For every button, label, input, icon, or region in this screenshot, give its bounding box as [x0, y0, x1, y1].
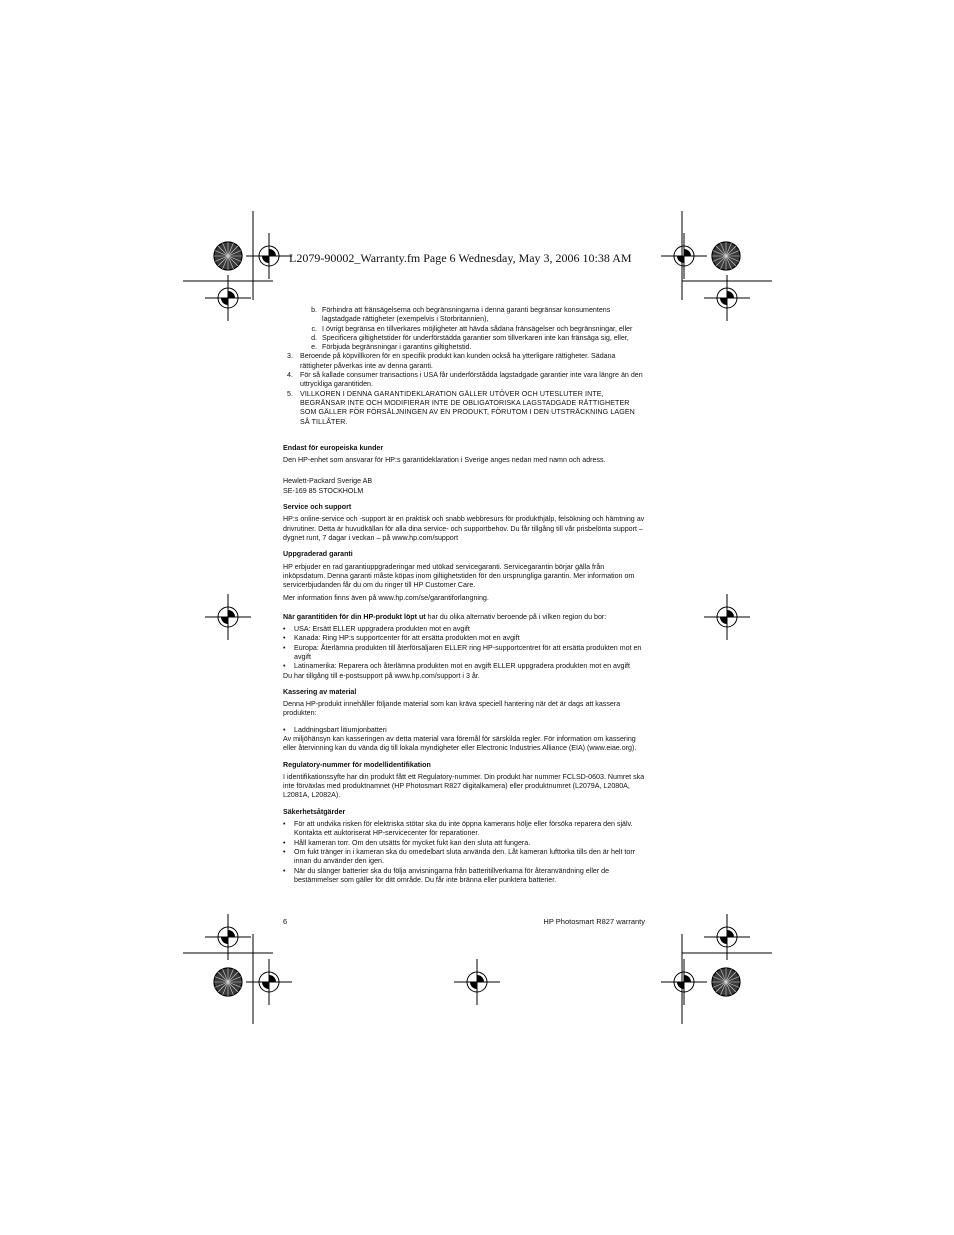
list-item: • Europa: Återlämna produkten till återförsäljaren ELLER ring HP-supportcentret för att ersätta produkten mot en avgift: [283, 643, 642, 661]
list-item: c. I övrigt begränsa en tillverkares möjligheter att hävda sådana fränsägelser och begränsningar, eller: [311, 324, 633, 333]
disposal-after: Av miljöhänsyn kan kasseringen av detta material vara föremål för särskilda regler. För information om kassering eller återvinning kan du vända dig till lokala myndigheter eller Electronic Industries Alliance (EIA) (www.eiae.org).: [283, 734, 637, 753]
file-header: L2079-90002_Warranty.fm Page 6 Wednesday, May 3, 2006 10:38 AM: [289, 251, 632, 265]
list-item: b. Förhindra att fränsägelsema och begränsningarna i denna garanti begränsar konsumentens lagstadgade rättigheter (exempelvis i Storbritannien),: [311, 306, 611, 324]
section-heading-upgrade: Uppgraderad garanti: [283, 550, 353, 559]
list-item: • Kanada: Ring HP:s supportcenter för att ersätta produkten mot en avgift: [283, 634, 520, 643]
list-item: • För att undvika risken för elektriska stötar ska du inte öppna kamerans hölje eller försöka reparera den själv. Kontakta ett auktoriserat HP-servicecenter för reparationer.: [283, 820, 633, 838]
address-line: Hewlett-Packard Sverige AB: [283, 477, 373, 486]
list-item: • USA: Ersätt ELLER uppgradera produkten mot en avgift: [283, 625, 470, 634]
eu-text: Den HP-enhet som ansvarar för HP:s garantideklaration i Sverige anges nedan med namn och adress.: [283, 456, 606, 465]
service-text: HP:s online-service och -support är en praktisk och snabb webbresurs för produkthjälp, felsökning och hämtning av drivrutiner. Detta är huvudkällan för alla dina service- och supportbehov. Du får tillgång till vår prisbelönta support – dygnet runt, 7 dagar i veckan – på www.hp.com/support: [283, 515, 645, 542]
expired-intro: När garantitiden för din HP-produkt löpt ut har du olika alternativ beroende på i vilken region du bor:: [283, 612, 607, 621]
list-item: 5. VILLKOREN I DENNA GARANTIDEKLARATION GÄLLER UTÖVER OCH UTESLUTER INTE, BEGRÄNSAR INTE OCH MODIFIERAR INTE DE OBLIGATORISKA LAGSTADGADE RÄTTIGHETER SOM GÄLLER FÖR FÖRSÄLJNINGEN AV EN PRODUKT, FÖRUTOM I DEN UTSTRÄCKNING LAGEN SÅ TILLÅTER.: [287, 389, 635, 426]
footer-product: HP Photosmart R827 warranty: [543, 917, 645, 926]
section-heading-regulatory: Regulatory-nummer för modellidentifikation: [283, 760, 431, 769]
list-item: • Latinamerika: Reparera och återlämna produkten mot en avgift ELLER uppgradera produkten mot en avgift: [283, 662, 630, 671]
upgrade-text: HP erbjuder en rad garantiuppgraderingar med utökad servicegaranti. Servicegarantin börjar gälla från inköpsdatum. Denna garanti måste köpas inom giltighetstiden för den ursprungliga garantin. Mer information om servicerbjudanden får du om du ringer till HP Customer Care.: [283, 562, 635, 590]
list-item: • När du slänger batterier ska du följa anvisningarna från batteritillverkarna för återanvändning eller de bestämmelser som gäller för ditt område. Du får inte bränna eller punktera batterier.: [283, 866, 610, 884]
page-number: 6: [283, 917, 288, 926]
upgrade-more: Mer information finns även på www.hp.com/se/garantiforlangning.: [283, 594, 489, 603]
list-item: 3. Beroende på köpvillkoren för en specifik produkt kan kunden också ha ytterligare rättigheter. Sädana rättigheter påverkas inte av denna garanti.: [287, 352, 616, 370]
regulatory-text: I identifikationssyfte har din produkt fått ett Regulatory-nummer. Din produkt har nummer FCLSD-0603. Numret ska inte förväxlas med produktnamnet (HP Photosmart R827 digitalkamera) eller produktnumret (L2079A, L2080A, L2081A, L2082A).: [283, 772, 645, 800]
list-item: e. Förbjuda begränsningar i garantins giltighetstid.: [311, 343, 472, 352]
list-item: • Håll kameran torr. Om den utsätts för mycket fukt kan den sluta att fungera.: [283, 838, 531, 847]
section-heading-eu: Endast för europeiska kunder: [283, 443, 384, 452]
list-item: 4. För så kallade consumer transactions i USA får underförstådda lagstadgade garantier inte vara längre än den uttryckliga garantitiden.: [287, 371, 643, 389]
section-heading-disposal: Kassering av material: [283, 687, 357, 696]
section-heading-safety: Säkerhetsåtgärder: [283, 807, 346, 816]
list-item: • Laddningsbart litiumjonbatteri: [283, 725, 387, 734]
list-item: • Om fukt tränger in i kameran ska du omedelbart sluta använda den. Låt kameran lufttorka tills den är helt torr innan du använder den igen.: [283, 847, 636, 866]
expired-after: Du har tillgång till e-postsupport på www.hp.com/support i 3 år.: [283, 671, 480, 680]
section-heading-service: Service och support: [283, 503, 352, 512]
warranty-content: [283, 306, 645, 885]
list-item: d. Specificera giltighetstider för underförstädda garantier som tillverkaren inte kan fränsäga sig, eller,: [311, 333, 629, 342]
address-line: SE-169 85 STOCKHOLM: [283, 486, 364, 495]
disposal-text: Denna HP-produkt innehåller följande material som kan kräva speciell hantering när det är dags att kassera produkten:: [283, 700, 621, 718]
